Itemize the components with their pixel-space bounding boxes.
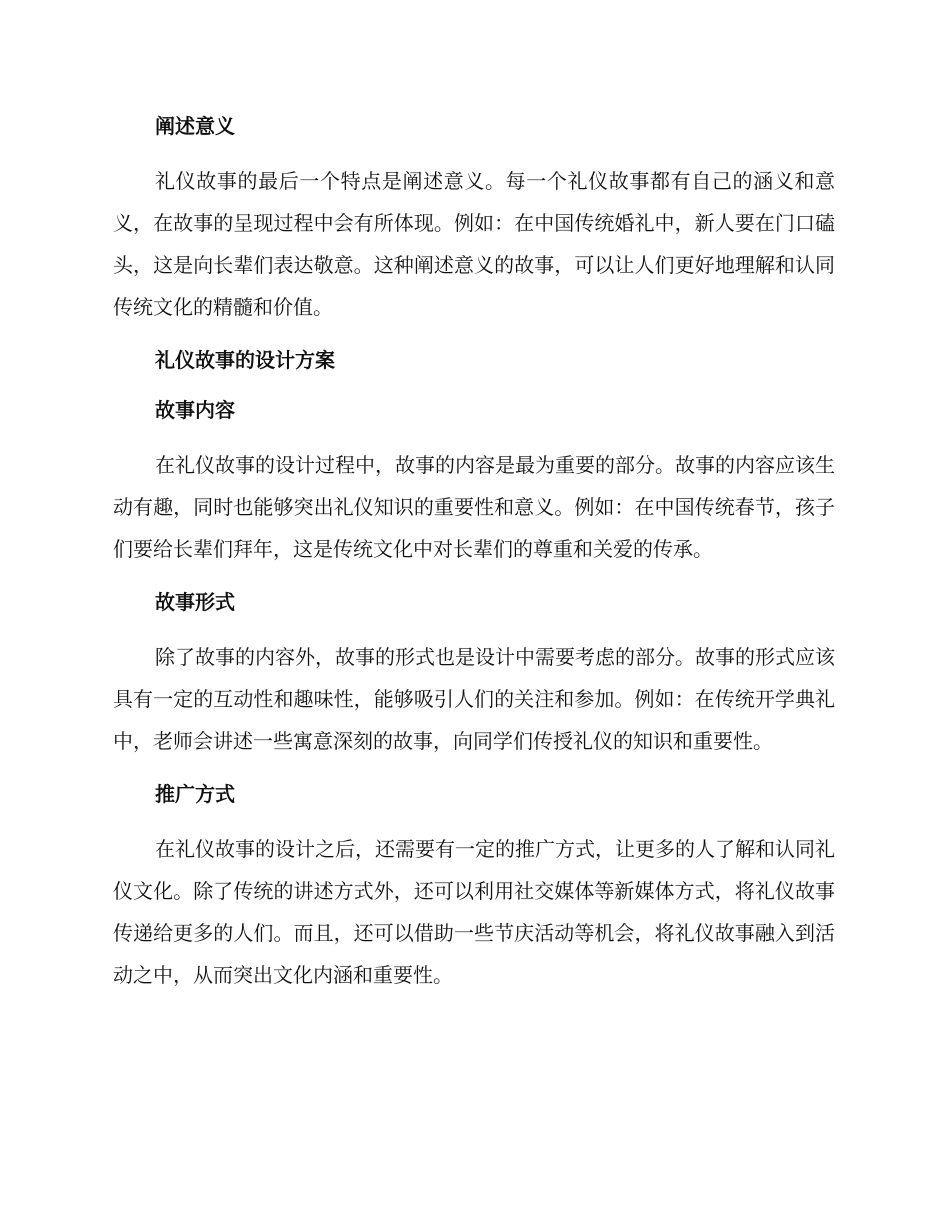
section-heading-story-content: 故事内容	[155, 398, 235, 422]
section-paragraph-significance: 礼仪故事的最后一个特点是阐述意义。每一个礼仪故事都有自己的涵义和意义，在故事的呈现过程中会有所体现。例如：在中国传统婚礼中，新人要在门口磕头，这是向长辈们表达敬意。这种阐述意义的故事，可以让人们更好地理解和认同传统文化的精髓和价值。	[113, 169, 835, 319]
section-paragraph-promotion: 在礼仪故事的设计之后，还需要有一定的推广方式，让更多的人了解和认同礼仪文化。除了传统的讲述方式外，还可以利用社交媒体等新媒体方式，将礼仪故事传递给更多的人们。而且，还可以借助一些节庆活动等机会，将礼仪故事融入到活动之中，从而突出文化内涵和重要性。	[113, 837, 835, 987]
section-paragraph-story-form: 除了故事的内容外，故事的形式也是设计中需要考虑的部分。故事的形式应该具有一定的互动性和趣味性，能够吸引人们的关注和参加。例如：在传统开学典礼中，老师会讲述一些寓意深刻的故事，向同学们传授礼仪的知识和重要性。	[113, 645, 835, 753]
section-heading-design-plan: 礼仪故事的设计方案	[155, 348, 335, 372]
document-body	[113, 110, 835, 1012]
section-heading-promotion: 推广方式	[155, 782, 235, 806]
section-heading-significance: 阐述意义	[155, 114, 235, 138]
section-paragraph-story-content: 在礼仪故事的设计过程中，故事的内容是最为重要的部分。故事的内容应该生动有趣，同时也能够突出礼仪知识的重要性和意义。例如：在中国传统春节，孩子们要给长辈们拜年，这是传统文化中对长辈们的尊重和关爱的传承。	[113, 453, 835, 561]
section-heading-story-form: 故事形式	[155, 590, 235, 614]
